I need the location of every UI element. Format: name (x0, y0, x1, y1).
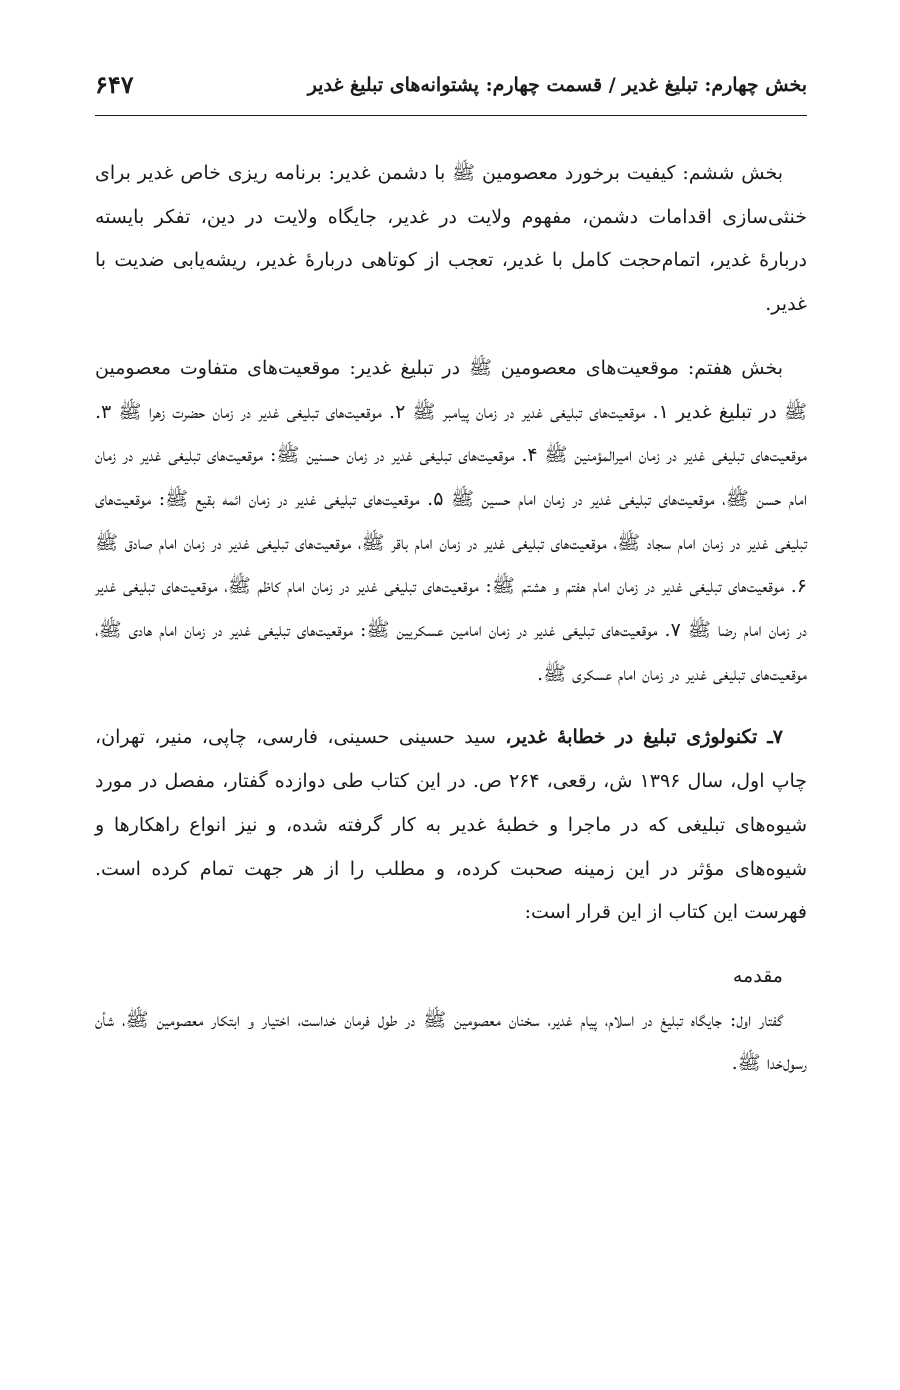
paragraph-chapter-one: گفتار اول: جایگاه تبلیغ در اسلام، پیام غدیر، سخنان معصومین ﷺ در طول فرمان خداست، اختیار و ابتکار معصومین ﷺ، شأن رسول‌خدا ﷺ. (95, 1008, 807, 1075)
page-number: ۶۴۷ (95, 70, 134, 99)
page-body (95, 152, 807, 1086)
paragraph-section-seven: بخش هفتم: موقعیت‌های معصومین ﷺ در تبلیغ غدیر: موقعیت‌های متفاوت معصومین ﷺ در تبلیغ غدیر ۱. موقعیت‌های تبلیغی غدیر در زمان پیامبر ﷺ ۲. موقعیت‌های تبلیغی غدیر در زمان حضرت زهرا ﷺ ۳. موقعیت‌های تبلیغی غدیر در زمان امیرالمؤمنین ﷺ ۴. موقعیت‌های تبلیغی غدیر در زمان حسنین ﷺ: موقعیت‌های تبلیغی غدیر در زمان امام حسن ﷺ، موقعیت‌های تبلیغی غدیر در زمان امام حسین ﷺ ۵. موقعیت‌های تبلیغی غدیر در زمان ائمه بقیع ﷺ: موقعیت‌های تبلیغی غدیر در زمان امام سجاد ﷺ، موقعیت‌های تبلیغی غدیر در زمان امام باقر ﷺ، موقعیت‌های تبلیغی غدیر در زمان امام صادق ﷺ ۶. موقعیت‌های تبلیغی غدیر در زمان امام هفتم و هشتم ﷺ: موقعیت‌های تبلیغی غدیر در زمان امام کاظم ﷺ، موقعیت‌های تبلیغی غدیر در زمان امام رضا ﷺ ۷. موقعیت‌های تبلیغی غدیر در زمان امامین عسکریین ﷺ: موقعیت‌های تبلیغی غدیر در زمان امام هادی ﷺ، موقعیت‌های تبلیغی غدیر در زمان امام عسکری ﷺ. (95, 356, 808, 685)
paragraph-gap (95, 935, 807, 955)
book-entry-title: ۷ـ تکنولوژی تبلیغ در خطابهٔ غدیر، (505, 726, 783, 749)
running-head: بخش چهارم: تبلیغ غدیر / قسمت چهارم: پشتوانه‌های تبلیغ غدیر (307, 74, 807, 96)
subheading-introduction: مقدمه (732, 964, 783, 987)
paragraph-book-entry (95, 716, 807, 935)
paragraph-gap (95, 327, 807, 347)
book-page (95, 60, 807, 1360)
paragraph-section-six: بخش ششم: کیفیت برخورد معصومین ﷺ با دشمن غدیر: برنامه ریزی خاص غدیر برای خنثی‌سازی اقدامات دشمن، مفهوم ولایت در غدیر، جایگاه ولایت در دین، تفکر بایسته دربارهٔ غدیر، اتمام‌حجت کامل با غدیر، تعجب از کوتاهی دربارهٔ غدیر، ریشه‌یابی ضدیت با غدیر. (95, 162, 807, 316)
book-entry-description: سید حسینی حسینی، فارسی، چاپی، منیر، تهران، چاپ اول، سال ۱۳۹۶ ش، رقعی، ۲۶۴ ص. در این کتاب طی دوازده گفتار، مفصل در مورد شیوه‌های تبلیغی که در ماجرا و خطبهٔ غدیر به کار گرفته شده، و نیز انواع راهکارها و شیوه‌های مؤثر در این زمینه صحبت کرده، و مطلب را از هر جهت تمام کرده است. فهرست این کتاب از این قرار است: (95, 726, 807, 924)
page-header (95, 60, 807, 116)
paragraph-gap (95, 696, 807, 716)
